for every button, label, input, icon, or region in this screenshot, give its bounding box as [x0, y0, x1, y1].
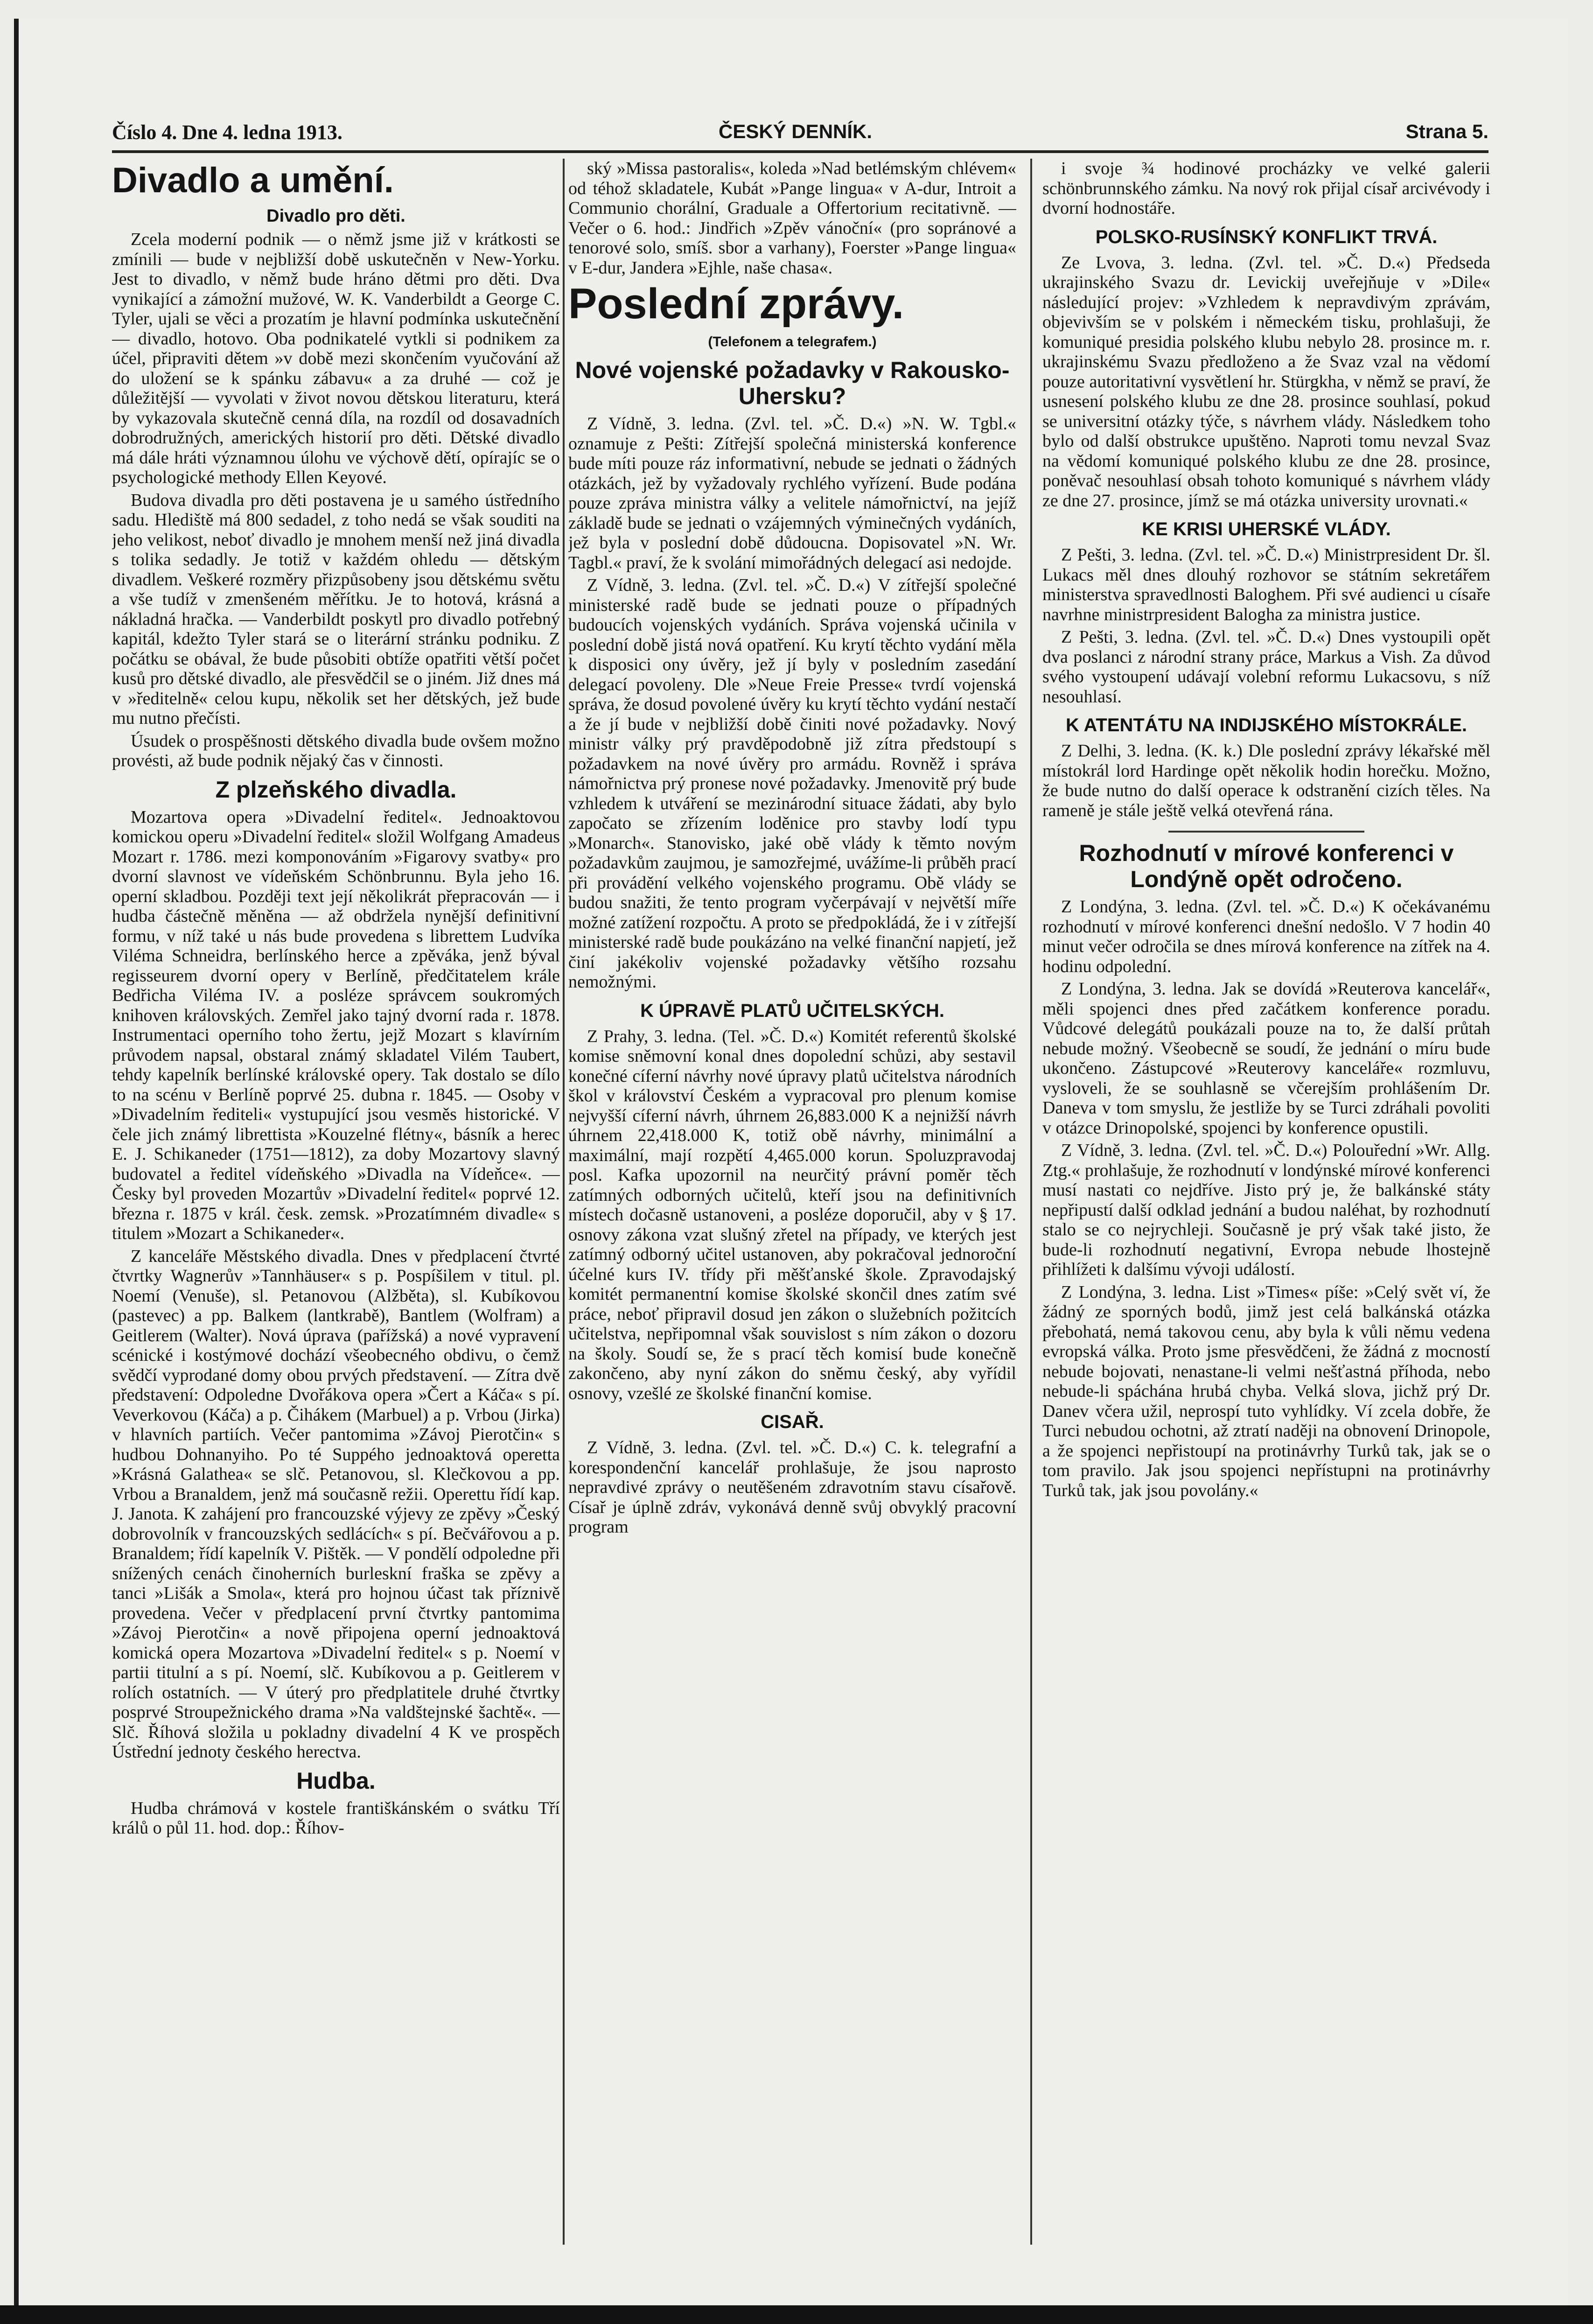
section-title-news: Poslední zprávy. — [568, 280, 904, 328]
article-paragraph: Hudba chrámová v kostele františkánském o svátku Tří králů o půl 11. hod. dop.: Říhov- — [112, 1798, 560, 1838]
headline: Nové vojenské požadavky v Rakousko-Uhersku? — [575, 357, 1010, 409]
headline: CISAŘ. — [761, 1412, 824, 1432]
page-header — [112, 120, 1488, 148]
headline: POLSKO-RUSÍNSKÝ KONFLIKT TRVÁ. — [1095, 226, 1438, 247]
article-paragraph: Zcela moderní podnik — o němž jsme již v krátkosti se zmínili — bude v nejbližší době uskutečněn v New-Yorku. Jest to divadlo, v němž bude hráno dětmi pro děti. Dva vynikající a zámožní mužové, W. K. Vanderbildt a George C. Tyler, ujali se věci a prozatím je hlavní podmínka uskutečnění — divadlo, hotovo. Oba podnikatelé vytkli si podnikem za účel, připraviti dětem »v době mezi skončením vyučování až do uložení se k spánku zábavu« a za druhé — což je důležitější — vyvolati v život novou dětskou literaturu, která by vykazovala skutečně cenná díla, na rozdíl od dosavadních dobrodružných, amerických historií pro děti. Dětské divadlo má dále hráti významnou úlohu ve výchově dětí, opírajíc se o psychologické methody Ellen Keyové. — [112, 230, 560, 487]
newspaper-title: ČESKÝ DENNÍK. — [719, 120, 873, 142]
article-paragraph: Budova divadla pro děti postavena je u samého ústředního sadu. Hlediště má 800 sedadel, z toho nedá se však souditi na jeho velikost, neboť divadlo je mnohem menší než jiná divadla s tolika sedadly. Je totiž v každém ohledu — dětským divadlem. Veškeré rozměry přizpůsobeny jsou dětskému světu a vše tudíž v zmenšeném měřítku. Je to hotová, krásná a nákladná hračka. — Vanderbildt poskytl pro divadlo potřebný kapitál, kdežto Tyler stará se o literární stránku podniku. Z počátku se obával, že bude působiti obtíže opatřiti větší počet kusů pro dětské divadlo, ale přesvědčil se o jiném. Již dnes má v »ředitelně« celou kupu, několik set her dětských, jež bude mu nutno přečísti. — [112, 490, 560, 728]
section-title-theatre: Divadlo a umění. — [112, 161, 394, 200]
article-paragraph: Z Londýna, 3. ledna. (Zvl. tel. »Č. D.«) K očekávanému rozhodnutí v mírové konferenci dnešní nedošlo. V 7 hodin 40 minut večer odročila se dnes mírová konference na zítřek na 4. hodinu odpolední. — [1042, 897, 1490, 976]
scan-edge — [0, 2305, 1593, 2324]
article-paragraph: Z Vídně, 3. ledna. (Zvl. tel. »Č. D.«) Polouřední »Wr. Allg. Ztg.« prohlašuje, že rozhodnutí v londýnské mírové konferenci musí nastati co nejdříve. Jisto prý je, že balkánské státy nepřipustí další odklad jednání a budou naléhat, by rozhodnutí stalo se co nejrychleji. Současně je prý však také jisto, že bude-li rozhodnutí negativní, Evropa nebude lhostejně přihlížeti k dalšímu vývoji událostí. — [1042, 1141, 1490, 1279]
article-paragraph: Z Pešti, 3. ledna. (Zvl. tel. »Č. D.«) Dnes vystoupili opět dva poslanci z národní strany práce, Markus a Vish. Za důvod svého vystoupení udávají volební reformu Lukacsovu, s níž nesouhlasí. — [1042, 627, 1490, 707]
article-paragraph: Ze Lvova, 3. ledna. (Zvl. tel. »Č. D.«) Předseda ukrajinského Svazu dr. Levickij uveřejňuje v »Dile« následující projev: »Vzhledem k nepravdivým zprávám, objevivším se v polském i německém tisku, prohlašuji, že komuniqué presidia polského klubu nebylo 28. prosince m. r. ukrajinskému Svazu předloženo a že Svaz vzal na vědomí pouze autoritativní vysvětlení hr. Stürgkha, v němž se praví, že usnesení polského klubu ze dne 28. prosince souhlasí, pokud se universitní otázky týče, s návrhem vlády. Následkem toho bylo od další obstrukce upuštěno. Naproti tomu nevzal Svaz na vědomí komuniqué polského klubu ze dne 28. prosince, poněvač nesouhlasí obsah tohoto komuniqué s návrhem vlády ze dne 27. prosince, jímž se má otázka university urovnati.« — [1042, 252, 1490, 511]
article-title: Z plzeňského divadla. — [215, 776, 457, 803]
column-1 — [112, 159, 560, 2249]
page-number: Strana 5. — [1405, 120, 1488, 142]
article-paragraph: Z Vídně, 3. ledna. (Zvl. tel. »Č. D.«) V zítřejší společné ministerské radě bude se jednati pouze o případných budoucích vojenských vydáních. Správa vojenská učinila v poslední době jistá nová opatření. Ku krytí těchto vydání měla k disposici ony úvěry, jež jí byly v posledním zasedání delegací povoleny. Dle »Neue Freie Presse« tvrdí vojenská správa, že dosud povolené úvěry ku krytí těchto vydání nestačí a že jí bude v nejbližší době činiti nové požadavky. Nový ministr války prý pravděpodobně již zítra předstoupí s požadavkem na nové úvěry pro armádu. Rovněž i správa námořnictva prý pronese nové požadavky. Jmenovitě prý bude vzhledem k utváření se mezinárodní situace žádati, aby bylo započato se zřízením loděnice pro stavby lodí typu »Monarch«. Stanovisko, jaké obě vlády k těmto novým požadavkům zaujmou, je samozřejmé, uvážíme-li průběh prací při provádění velkého vojenského programu. Obě vlády se budou snažiti, že tento program vyčerpávají v největší míře možné zatížení rozpočtu. A proto se předpokládá, že i v zítřejší ministerské radě bude poukázáno na velké finanční napjetí, jež činí jakékoliv vojenské požadavky většího rozsahu nemožnými. — [568, 575, 1016, 992]
article-title: Hudba. — [296, 1767, 376, 1794]
column-divider — [1030, 159, 1032, 2245]
article-paragraph: Z Pešti, 3. ledna. (Zvl. tel. »Č. D.«) Ministrpresident Dr. šl. Lukacs měl dnes dlouhý rozhovor se státním sekretářem ministerstva spravedlnosti Baloghem. Při své audienci u císaře navrhne ministrpresident Balogha za ministra justice. — [1042, 545, 1490, 624]
article-title: Divadlo pro děti. — [266, 206, 405, 226]
article-paragraph: Z Vídně, 3. ledna. (Zvl. tel. »Č. D.«) C. k. telegrafní a korespondenční kancelář prohlašuje, že jsou naprosto nepravdivé zprávy o neutěšeném zdravotním stavu císařově. Císař je úplně zdráv, vykonává denně svůj obvyklý pracovní program — [568, 1438, 1016, 1537]
headline: KE KRISI UHERSKÉ VLÁDY. — [1142, 519, 1391, 539]
article-paragraph: Z kanceláře Městského divadla. Dnes v předplacení čtvrté čtvrtky Wagnerův »Tannhäuser« s p. Pospíšilem v titul. pl. Noemí (Venuše), sl. Petanovou (Alžběta), sl. Kubíkovou (pastevec) a pp. Balkem (lantkrabě), Bantlem (Wolfram) a Geitlerem (Walter). Nová úprava (pařížská) a nové vypravení scénické i kostýmové dochází všeobecného obdivu, o čemž svědčí vyprodané domy obou prvých představení. — Zítra dvě představení: Odpoledne Dvořákova opera »Čert a Káča« s pí. Veverkovou (Káča) a p. Čihákem (Marbuel) a p. Vrbou (Jirka) v hlavních partiích. Večer pantomima »Závoj Pierotčin« s hudbou Dohnanyiho. Po té Suppého jednoaktová operetta »Krásná Galathea« se slč. Petanovou, sl. Klečkovou a pp. Vrbou a Branaldem, jenž má současně režii. Operettu řídí kap. J. Janota. K zahájení pro francouzské výjevy ze zpěvy »Český dobrovolník v francouzských sedlácích« s pí. Bečvářovou a p. Branaldem; řídí kapelník V. Pištěk. — V pondělí odpoledne při snížených cenách činoherních burleskní fraška se zpěvy a tanci »Lišák a Smola«, která pro hojnou účast tak příznivě provedena. Večer v předplacení první čtvrtky pantomima »Závoj Pierotčin« a nově připojena operní jednoaktová komická opera Mozartova »Divadelní ředitel« s p. Noemí v partii titulní a s pí. Noemí, slč. Kubíkovou a p. Geitlerem v rolích ostatních. — V úterý pro předplatitele druhé čtvrtky posprvé Stroupežnického drama »Na valdštejnské šachtě«. — Slč. Říhová složila u pokladny divadelní 4 K ve prospěch Ústřední jednoty českého herectva. — [112, 1246, 560, 1762]
header-rule — [112, 150, 1488, 153]
article-paragraph: Mozartova opera »Divadelní ředitel«. Jednoaktovou komickou operu »Divadelní ředitel« složil Wolfgang Amadeus Mozart r. 1786. mezi komponováním »Figarovy svatby« pro dvorní slavnost ve vídeňském Schönbrunnu. Byla jeho 16. operní skladbou. Později text její několikrát přepracován — i hudba částečně měněna — až obdržela nynější definitivní formu, v níž také u nás bude provedena s librettem Ludvíka Viléma Schneidra, berlínského herce a zpěváka, jenž býval regisseurem dvorní opery v Berlíně, předčitatelem krále Bedřicha Viléma IV. a posléze správcem soukromých knihoven královských. Zemřel jako tajný dvorní rada r. 1878. Instrumentaci operního toho žertu, jejž Mozart s klavírním průvodem napsal, obstaral známý skladatel Vilém Taubert, tehdy kapelník berlínské královské opery. Tak dostalo se dílo to na scénu v Berlíně poprvé 25. dubna r. 1845. — Osoby v »Divadelním řediteli« vystupující jsou vesměs historické. V čele jich známý librettista »Kouzelné flétny«, básník a herec E. J. Schikaneder (1751—1812), za doby Mozartovy slavný budovatel a ředitel vídeňského »Divadla na Vídeňce«. — Česky byl proveden Mozartův »Divadelní ředitel« poprvé 12. března r. 1875 v král. česk. zemsk. »Prozatímném divadle« s titulem »Mozart a Schikaneder«. — [112, 807, 560, 1243]
headline: Rozhodnutí v mírové konferenci v Londýně opět odročeno. — [1079, 840, 1454, 892]
issue-date: Číslo 4. Dne 4. ledna 1913. — [112, 121, 342, 144]
article-paragraph: Z Londýna, 3. ledna. Jak se dovídá »Reuterova kancelář«, měli spojenci dnes před začátkem konference poradu. Vůdcové delegátů poukázali pouze na to, že další průtah nebude možný. Všeobecně se soudí, že jednání o míru bude ukončeno. Zástupcové »Reuterovy kanceláře« rozmluvu, vysloveli, že se souhlasně se včerejším prohlášením Dr. Daneva v tom smyslu, že jestliže by se Turci zdráhali povoliti v otázce Drinopolské, spojenci by konference opustili. — [1042, 979, 1490, 1138]
article-paragraph: Z Londýna, 3. ledna. List »Times« píše: »Celý svět ví, že žádný ze sporných bodů, jimž jest celá balkánská otázka přebohatá, nemá takovou cenu, aby byla k vůli němu vedena evropská válka. Proto jsme přesvědčeni, že žádná z mocností nebude bojovati, nenastane-li velmi nešťastná příhoda, nebo nebude-li spáchána hrubá chyba. Velká slova, jichž prý Dr. Danev včera užil, neprospí tuto vyhlídky. Ví zcela dobře, že Turci nebudou ochotni, až ztratí naději na obnovení Drinopole, a že spojenci nepřistoupí na protinávrhy Turků tak, jak se o tom pravilo. Jak jsou spojenci nepřístupni na protinávrhy Turků tak, jak jsou povolány.« — [1042, 1282, 1490, 1500]
article-paragraph: Z Vídně, 3. ledna. (Zvl. tel. »Č. D.«) »N. W. Tgbl.« oznamuje z Pešti: Zítřejší společná ministerská konference bude míti pouze ráz informativní, nebude se jednati o žádných otázkách, jež by vyžadovaly rychlého vyřízení. Bude podána pouze zpráva ministra války a velitele námořnictví, na jejíž základě bude se jednati o vzájemných výminečných vydáních, jež byla v poslední době důdoucna. Dopisovatel »N. Wr. Tagbl.« praví, že k svolání mimořádných delegací asi nedojde. — [568, 414, 1016, 573]
headline: K ÚPRAVĚ PLATŮ UČITELSKÝCH. — [640, 1000, 944, 1021]
article-paragraph: Z Prahy, 3. ledna. (Tel. »Č. D.«) Komitét referentů školské komise sněmovní konal dnes dopolední schůzi, aby sestavil konečné cíferní návrhy nové úpravy platů učitelstva národních škol v království Českém a vypracoval pro plenum komise nejvyšší cíferní návrh, úhrnem 26,883.000 K a nejnižší návrh úhrnem 22,418.000 K, totiž obě návrhy, minimální a maximální, mají rozpětí 4,465.000 korun. Spoluzpravodaj posl. Kafka upozornil na neurčitý právní poměr těch zatímných odborných učitelů, kteří jsou na definitivních místech dočasně ustanoveni, a posléze doporučil, aby v § 17. osnovy zákona vzat slušný zřetel na případy, ve kterých jest zatímný odborný učitel ustanoven, aby pokračoval jednoroční účelné kurs IV. třídy při měšťanské škole. Zpravodajský komitét permanentní komise školské skončil dnes zatím své práce, neboť připravil dosud jen zákon o služebních požitcích učitelstva, nepřipomnal však souvislost s ním zákon o dozoru na školy. Soudí se, že s prací těch komisí bude konečně zakončeno, aby nyní zákon do sněmu český, aby vyřídil osnovy, vzešlé ze školské finanční komise. — [568, 1026, 1016, 1403]
column-3 — [1042, 159, 1490, 2249]
article-paragraph: Z Delhi, 3. ledna. (K. k.) Dle poslední zprávy lékařské měl místokrál lord Hardinge opět několik hodin horečku. Možno, že bude nutno do další operace k odstranění cizích těles. Na rameně je stále ještě velká otevřená rána. — [1042, 741, 1490, 820]
headline: K ATENTÁTU NA INDIJSKÉHO MÍSTOKRÁLE. — [1065, 715, 1467, 735]
divider — [1168, 831, 1364, 833]
article-paragraph: ský »Missa pastoralis«, koleda »Nad betlémským chlévem« od téhož skladatele, Kubát »Pange lingua« v A-dur, Introit a Communio chorální, Graduale a Offertorium recitativně. — Večer o 6. hod.: Jindřich »Zpěv vánoční« (pro sopránové a tenorové solo, smíš. sbor a varhany), Foerster »Pange lingua« v E-dur, Jandera »Ejhle, naše chasa«. — [568, 159, 1016, 278]
column-divider — [563, 159, 565, 2245]
column-2 — [568, 159, 1016, 2249]
article-paragraph: i svoje ¾ hodinové procházky ve velké galerii schönbrunnského zámku. Na nový rok přijal císař arcivévody i dvorní hodnostáře. — [1042, 159, 1490, 218]
article-paragraph: Úsudek o prospěšnosti dětského divadla bude ovšem možno provésti, až bude podnik nějaký čas v činnosti. — [112, 731, 560, 770]
news-source-note: (Telefonem a telegrafem.) — [708, 334, 877, 350]
